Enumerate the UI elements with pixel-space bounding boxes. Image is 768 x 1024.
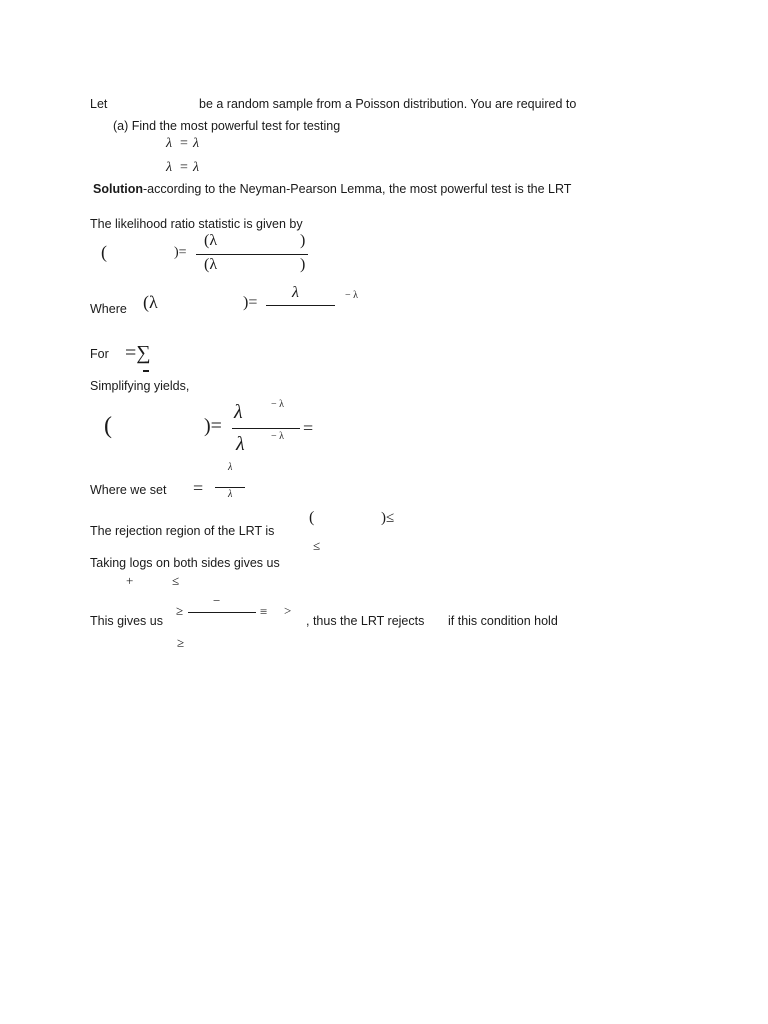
- thus-rejects-text: , thus the LRT rejects: [306, 614, 425, 628]
- gives-equiv: ≡: [260, 604, 268, 619]
- lr-fraction-bar: [196, 254, 308, 255]
- simp-den-lambda: λ: [236, 433, 245, 455]
- h0-lambda-right: λ: [193, 136, 200, 151]
- h1-lambda-right: λ: [193, 160, 200, 175]
- item-a: (a) Find the most powerful test for testing: [113, 119, 341, 133]
- ratio-equals: =: [193, 478, 204, 498]
- final-geq: ≥: [177, 635, 185, 650]
- h1-equals: =: [180, 160, 188, 175]
- where-label: Where: [90, 302, 127, 316]
- gives-geq: ≥: [176, 603, 184, 618]
- lr-den-rparen: ): [300, 256, 306, 273]
- pmf-exp-neg-lambda: − λ: [345, 290, 358, 301]
- condition-hold-text: if this condition hold: [448, 614, 558, 628]
- lr-lparen: (: [101, 242, 107, 262]
- ratio-fraction-bar: [215, 487, 245, 488]
- sum-index-mark: [143, 370, 149, 372]
- pmf-rparen-equals: )=: [243, 294, 258, 311]
- gives-fraction-bar: [188, 612, 256, 613]
- lr-den-lparen-lambda: (λ: [204, 256, 218, 273]
- pmf-lparen-lambda: (λ: [143, 292, 158, 312]
- where-we-set-label: Where we set: [90, 483, 167, 497]
- intro-sentence: be a random sample from a Poisson distribution. You are required to: [199, 97, 577, 111]
- logs-leq: ≤: [172, 573, 180, 588]
- simp-fraction-bar: [232, 428, 300, 429]
- lr-num-lparen-lambda: (λ: [204, 232, 218, 249]
- gives-num-minus: −: [213, 593, 221, 608]
- rejection-region-label: The rejection region of the LRT is: [90, 524, 275, 538]
- logs-plus: +: [126, 573, 134, 588]
- sum-expression: =∑: [125, 342, 151, 364]
- rr-lparen: (: [309, 509, 315, 526]
- for-label: For: [90, 347, 109, 361]
- rr-leq: ≤: [313, 538, 321, 553]
- this-gives-us-label: This gives us: [90, 614, 163, 628]
- simp-den-exp: − λ: [271, 431, 284, 442]
- simp-num-exp: − λ: [271, 399, 284, 410]
- simp-lparen: (: [104, 413, 112, 439]
- simp-rparen-equals: )=: [204, 415, 222, 437]
- intro-let: Let: [90, 97, 108, 111]
- gives-gt: >: [284, 603, 292, 618]
- solution-label: Solution: [93, 182, 143, 196]
- rr-rparen-leq: )≤: [381, 510, 395, 526]
- lr-rparen-equals: )=: [174, 245, 187, 260]
- simplifying-label: Simplifying yields,: [90, 379, 190, 393]
- ratio-den-lambda: λ: [228, 489, 233, 500]
- simp-num-lambda: λ: [234, 401, 243, 423]
- lr-num-rparen: ): [300, 232, 306, 249]
- simp-final-equals: =: [303, 418, 314, 438]
- h1-lambda-left: λ: [166, 160, 173, 175]
- taking-logs-label: Taking logs on both sides gives us: [90, 556, 280, 570]
- pmf-num-lambda: λ: [292, 284, 299, 301]
- solution-text: -according to the Neyman-Pearson Lemma, the most powerful test is the LRT: [143, 182, 572, 196]
- h0-lambda-left: λ: [166, 136, 173, 151]
- pmf-fraction-bar: [266, 305, 335, 306]
- ratio-num-lambda: λ: [228, 462, 233, 473]
- solution-line: [93, 181, 571, 197]
- h0-equals: =: [180, 136, 188, 151]
- lr-intro: The likelihood ratio statistic is given by: [90, 217, 303, 231]
